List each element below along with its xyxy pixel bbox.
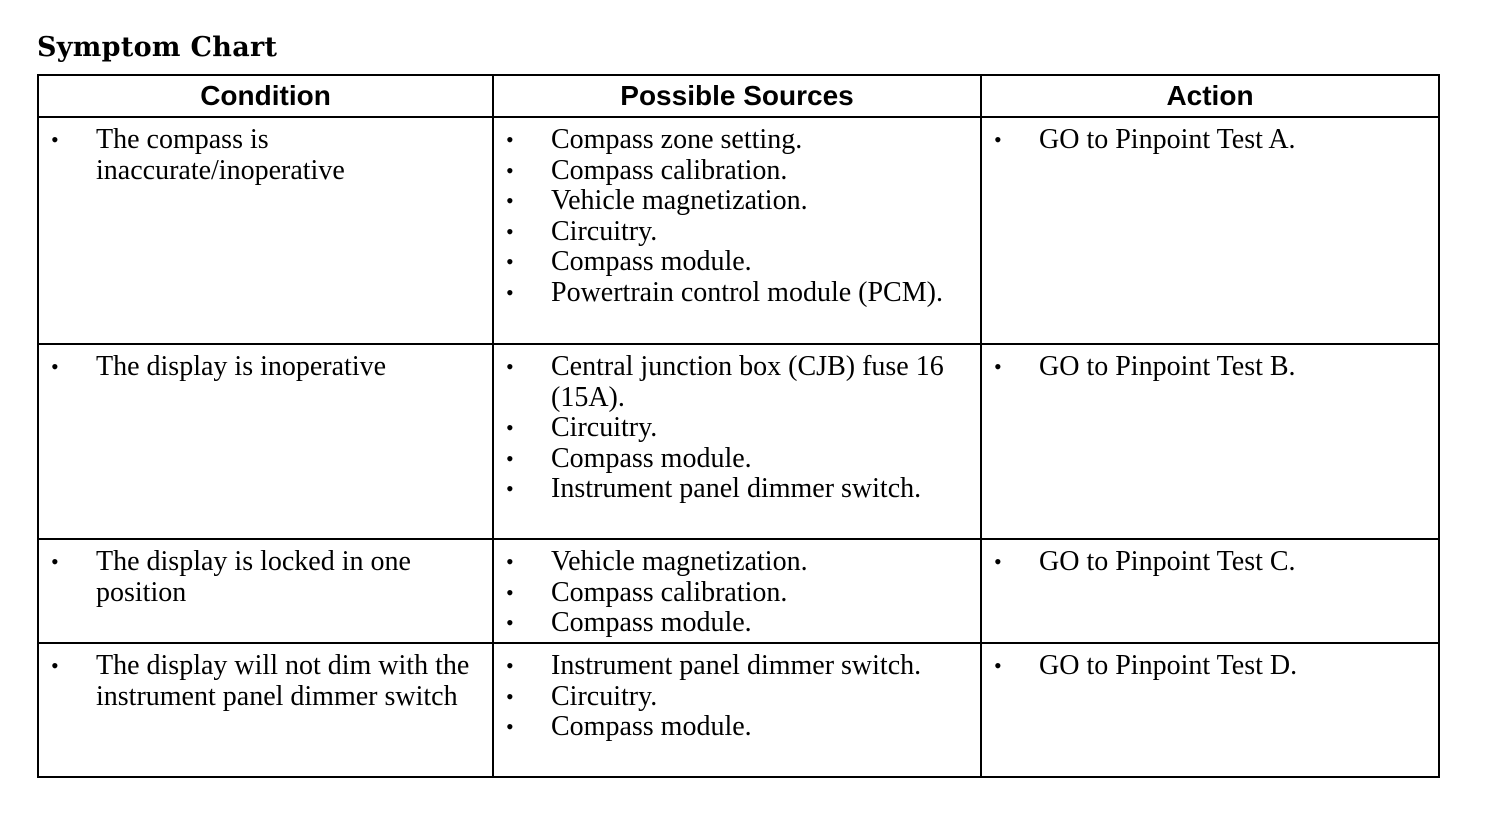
condition-text: The display will not dim with the instrument panel dimmer switch bbox=[96, 650, 470, 712]
list-item bbox=[994, 547, 1424, 578]
bullet-icon: • bbox=[506, 188, 514, 213]
list-item bbox=[506, 247, 966, 278]
source-text: Compass calibration. bbox=[551, 576, 788, 608]
list-item bbox=[506, 474, 966, 505]
bullet-icon: • bbox=[506, 610, 514, 635]
bullet-icon: • bbox=[506, 415, 514, 440]
list-item bbox=[506, 682, 966, 713]
list-item bbox=[506, 278, 966, 309]
symptom-table bbox=[37, 74, 1440, 778]
bullet-icon: • bbox=[506, 445, 514, 471]
source-text: Instrument panel dimmer switch. bbox=[551, 650, 922, 681]
sources-cell bbox=[493, 539, 981, 643]
header-action: Action bbox=[981, 75, 1439, 117]
bullet-icon: • bbox=[506, 354, 514, 379]
action-cell bbox=[981, 344, 1439, 539]
list-item bbox=[506, 186, 966, 217]
bullet-icon: • bbox=[506, 653, 514, 678]
bullet-icon: • bbox=[51, 127, 59, 152]
source-text: Powertrain control module (PCM). bbox=[551, 276, 943, 308]
list-item bbox=[51, 651, 478, 712]
condition-cell bbox=[38, 344, 493, 539]
list-item bbox=[506, 352, 966, 413]
source-text: Vehicle magnetization. bbox=[551, 546, 808, 577]
action-text: GO to Pinpoint Test A. bbox=[1039, 124, 1296, 155]
header-condition: Condition bbox=[38, 75, 493, 117]
bullet-icon: • bbox=[51, 354, 59, 379]
action-text: GO to Pinpoint Test B. bbox=[1039, 351, 1296, 382]
table-row bbox=[38, 643, 1439, 777]
source-text: Circuitry. bbox=[551, 412, 658, 443]
source-text: Compass module. bbox=[551, 246, 752, 277]
bullet-icon: • bbox=[51, 549, 59, 574]
source-text: Compass module. bbox=[551, 607, 752, 638]
list-item bbox=[994, 352, 1424, 383]
bullet-icon: • bbox=[994, 549, 1002, 574]
source-text: Compass module. bbox=[551, 442, 752, 474]
condition-text: The display is locked in one position bbox=[96, 546, 411, 608]
source-text: Vehicle magnetization. bbox=[551, 185, 808, 216]
source-text: Circuitry. bbox=[551, 215, 658, 247]
action-cell bbox=[981, 539, 1439, 643]
action-text: GO to Pinpoint Test D. bbox=[1039, 650, 1298, 681]
condition-cell bbox=[38, 643, 493, 777]
source-text: Compass calibration. bbox=[551, 154, 788, 186]
sources-cell bbox=[493, 344, 981, 539]
bullet-icon: • bbox=[51, 653, 59, 678]
list-item bbox=[506, 156, 966, 187]
sources-cell bbox=[493, 643, 981, 777]
source-text: Instrument panel dimmer switch. bbox=[551, 473, 922, 504]
chart-title: Symptom Chart bbox=[37, 32, 278, 63]
list-item bbox=[51, 352, 478, 383]
bullet-icon: • bbox=[506, 476, 514, 501]
source-text: Compass zone setting. bbox=[551, 124, 803, 155]
action-text: GO to Pinpoint Test C. bbox=[1039, 546, 1296, 577]
sources-cell bbox=[493, 117, 981, 344]
bullet-icon: • bbox=[994, 354, 1002, 379]
table-row bbox=[38, 539, 1439, 643]
condition-text: The compass is inaccurate/inoperative bbox=[96, 124, 345, 186]
bullet-icon: • bbox=[506, 249, 514, 274]
list-item bbox=[506, 578, 966, 609]
condition-cell bbox=[38, 117, 493, 344]
list-item bbox=[994, 125, 1424, 156]
list-item bbox=[506, 217, 966, 248]
bullet-icon: • bbox=[506, 157, 514, 183]
action-cell bbox=[981, 117, 1439, 344]
table-row bbox=[38, 344, 1439, 539]
list-item bbox=[51, 547, 478, 608]
list-item bbox=[51, 125, 478, 186]
list-item bbox=[506, 712, 966, 743]
bullet-icon: • bbox=[506, 579, 514, 605]
source-text: Central junction box (CJB) fuse 16 (15A). bbox=[551, 351, 944, 413]
bullet-icon: • bbox=[506, 549, 514, 574]
header-possible-sources: Possible Sources bbox=[493, 75, 981, 117]
bullet-icon: • bbox=[994, 127, 1002, 152]
action-cell bbox=[981, 643, 1439, 777]
list-item bbox=[506, 125, 966, 156]
source-text: Circuitry. bbox=[551, 680, 658, 712]
bullet-icon: • bbox=[506, 218, 514, 244]
table-row bbox=[38, 117, 1439, 344]
list-item bbox=[506, 547, 966, 578]
bullet-icon: • bbox=[506, 683, 514, 709]
bullet-icon: • bbox=[506, 127, 514, 152]
bullet-icon: • bbox=[506, 714, 514, 739]
source-text: Compass module. bbox=[551, 711, 752, 742]
bullet-icon: • bbox=[506, 279, 514, 305]
list-item bbox=[506, 413, 966, 444]
list-item bbox=[506, 651, 966, 682]
list-item bbox=[994, 651, 1424, 682]
condition-cell bbox=[38, 539, 493, 643]
list-item bbox=[506, 444, 966, 475]
table-header-row bbox=[38, 75, 1439, 117]
list-item bbox=[506, 608, 966, 639]
condition-text: The display is inoperative bbox=[96, 351, 387, 382]
bullet-icon: • bbox=[994, 653, 1002, 678]
